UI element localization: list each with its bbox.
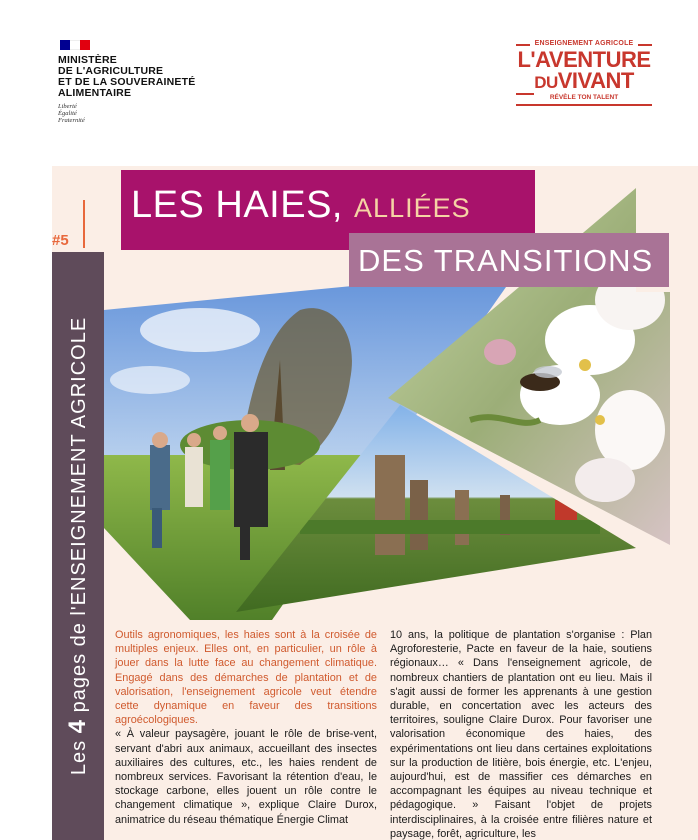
article-column-right bbox=[390, 628, 652, 840]
logo-top-text: ENSEIGNEMENT AGRICOLE bbox=[534, 40, 634, 47]
logo-line-1: L'AVENTURE bbox=[517, 47, 651, 72]
article-intro: Outils agronomiques, les haies sont à la croisée de multiples enjeux. Elles ont, en particulier, un rôle à jouer dans la lutte face au changement climatique. Engagé dans des démarches de plantation et de valorisation, l'enseignement agricole veut étendre cette dynamique en faveur des transitions agroécologiques. bbox=[115, 629, 377, 727]
logo-tagline: RÉVÈLE TON TALENT bbox=[549, 94, 619, 101]
series-title: Les 4 pages de l'ENSEIGNEMENT AGRICOLE bbox=[64, 316, 91, 776]
article-body-right: 10 ans, la politique de plantation s'organise : Plan Agroforesterie, Pacte en faveur de la haie, soutiens régionaux… « Dans l'enseignement agricole, de nombreux chantiers de plantation ont eu lieu. Mais il s'agit aussi de former les apprenants à une gestion durable, en concertation avec les acteurs des territoires, souligne Claire Durox. Pour favoriser une valorisation économique des haies, des expérimentations ont lieu dans certaines exploitations sur la production de litière, bois énergie, etc. L'enjeu, aujourd'hui, est de massifier ces démarches en accompagnant les équipes au niveau technique et pédagogique. » Faisant l'objet de projets interdisciplinaires, à la croisée entre filières nature et paysage, forêt, agriculture, les bbox=[390, 629, 652, 840]
article-quote: « À valeur paysagère, jouant le rôle de brise-vent, servant d'abri aux animaux, accueillant des insectes auxiliaires des cultures, etc., les haies rendent de nombreux services. Favorisant la rétention d'eau, le stockage carbone, elles jouent un rôle contre le changement climatique », explique Claire Durox, animatrice du réseau thématique Énergie Climat bbox=[115, 728, 377, 826]
article-column-left bbox=[115, 628, 377, 827]
logo-line-2: DUVIVANT bbox=[534, 68, 634, 93]
page-title-line-2: DES TRANSITIONS bbox=[349, 233, 669, 287]
issue-divider bbox=[83, 200, 85, 248]
series-vertical-band bbox=[52, 252, 104, 840]
republic-motto: Liberté Égalité Fraternité bbox=[58, 103, 85, 124]
page-title-line-1: LES HAIES, ALLIÉES bbox=[121, 170, 535, 250]
issue-number: #5 bbox=[52, 232, 69, 249]
ministry-name: MINISTÈRE DE L'AGRICULTURE ET DE LA SOUVERAINETÉ ALIMENTAIRE bbox=[58, 54, 196, 99]
